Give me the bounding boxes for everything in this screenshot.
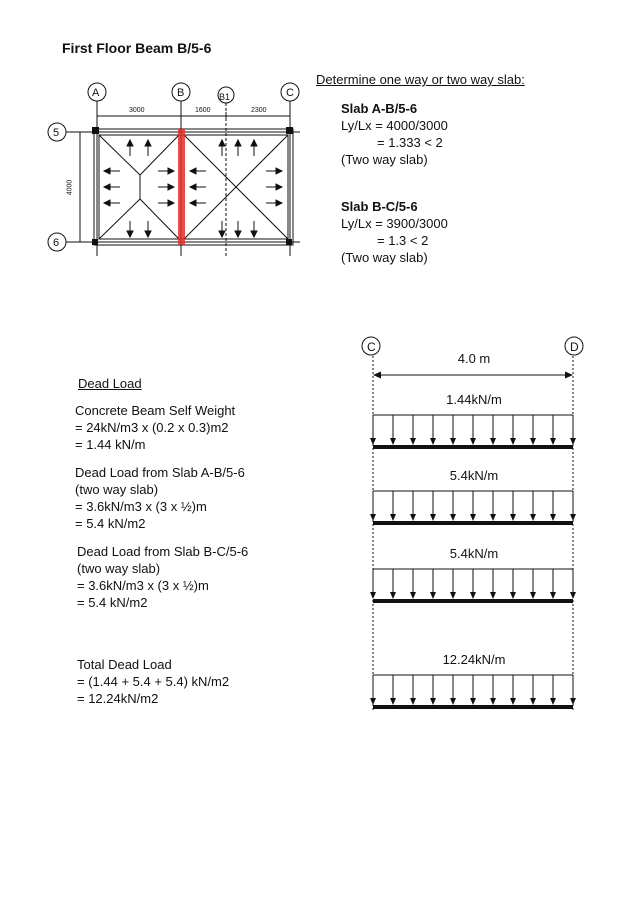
load-arrow <box>470 415 476 445</box>
load-arrow <box>370 491 376 521</box>
load-arrow <box>470 675 476 705</box>
dim-b1c: 2300 <box>251 107 267 114</box>
load-arrow <box>510 415 516 445</box>
load-arrow <box>470 569 476 599</box>
load-arrow <box>530 415 536 445</box>
slab-bc-name: Slab B-C/5-6 <box>341 199 418 214</box>
load-arrow <box>410 415 416 445</box>
load-arrow <box>550 675 556 705</box>
dead-load-heading: Dead Load <box>78 376 142 391</box>
slab-bc-load-result: = 5.4 kN/m2 <box>77 595 148 610</box>
dim-ab: 3000 <box>129 107 145 114</box>
load-arrow <box>410 675 416 705</box>
load-arrow <box>370 415 376 445</box>
load-arrow <box>450 491 456 521</box>
load-arrow <box>570 569 576 599</box>
beam-self-weight-calc: = 24kN/m3 x (0.2 x 0.3)m2 <box>75 420 229 435</box>
load-arrow <box>530 569 536 599</box>
slab-bc-load-title: Dead Load from Slab B-C/5-6 <box>77 544 249 559</box>
load-arrow <box>430 415 436 445</box>
slab-ab-type: (Two way slab) <box>341 152 428 167</box>
slab-bc-load-calc: = 3.6kN/m3 x (3 x ½)m <box>77 578 209 593</box>
load-label-4: 12.24kN/m <box>442 652 506 667</box>
load-label-1: 1.44kN/m <box>446 392 502 407</box>
load-arrow <box>550 415 556 445</box>
load-arrow <box>370 675 376 705</box>
total-load-calc: = (1.44 + 5.4 + 5.4) kN/m2 <box>77 674 230 689</box>
load-arrow <box>550 491 556 521</box>
load-arrow <box>430 491 436 521</box>
load-arrow <box>510 491 516 521</box>
grid-label-a: A <box>92 87 100 99</box>
slab-ab-load-type: (two way slab) <box>75 482 159 497</box>
load-arrow <box>450 675 456 705</box>
grid-label-5: 5 <box>53 127 60 139</box>
udl-diagram-2 <box>370 491 576 523</box>
load-arrow <box>510 569 516 599</box>
load-arrow <box>570 491 576 521</box>
load-arrow <box>490 415 496 445</box>
load-arrow <box>550 569 556 599</box>
grid-label-c: C <box>286 87 294 99</box>
slab-ab-name: Slab A-B/5-6 <box>341 101 418 116</box>
load-arrow <box>570 415 576 445</box>
column-a6 <box>92 239 98 245</box>
grid-label-6: 6 <box>53 237 60 249</box>
load-arrow <box>390 569 396 599</box>
column-c5 <box>286 127 293 134</box>
load-arrow <box>490 569 496 599</box>
load-arrow <box>570 675 576 705</box>
highlighted-beam <box>178 129 185 245</box>
load-arrow <box>490 675 496 705</box>
page-title: First Floor Beam B/5-6 <box>62 40 212 56</box>
load-arrow <box>490 491 496 521</box>
udl-diagram-4 <box>370 675 576 707</box>
column-a5 <box>92 127 99 134</box>
column-c6 <box>286 239 292 245</box>
span-label: 4.0 m <box>457 351 491 366</box>
slab-ab-load-title: Dead Load from Slab A-B/5-6 <box>75 465 245 480</box>
slab-ab-load-result: = 5.4 kN/m2 <box>75 516 146 531</box>
grid-label-b: B <box>177 87 185 99</box>
udl-diagram-3 <box>370 569 576 601</box>
total-load-title: Total Dead Load <box>77 657 172 672</box>
load-arrow <box>450 569 456 599</box>
slab-ab-load-calc: = 3.6kN/m3 x (3 x ½)m <box>75 499 207 514</box>
grid-label-b1: B1 <box>219 92 231 102</box>
slab-bc-ratio: Ly/Lx = 3900/3000 <box>341 216 448 231</box>
load-arrow <box>410 569 416 599</box>
load-arrow <box>450 415 456 445</box>
load-label-2: 5.4kN/m <box>449 468 499 483</box>
load-arrow <box>510 675 516 705</box>
slab-ab-ratio: Ly/Lx = 4000/3000 <box>341 118 448 133</box>
load-arrow <box>390 415 396 445</box>
load-arrow <box>470 491 476 521</box>
slab-bc-result: = 1.3 < 2 <box>377 233 429 248</box>
load-arrow <box>390 675 396 705</box>
load-label-3: 5.4kN/m <box>449 546 499 561</box>
slab-bc-load-type: (two way slab) <box>77 561 161 576</box>
slab-bc-type: (Two way slab) <box>341 250 428 265</box>
load-arrow <box>370 569 376 599</box>
slab-ab-result: = 1.333 < 2 <box>377 135 443 150</box>
load-arrow <box>430 569 436 599</box>
dim-bb1: 1600 <box>195 107 211 114</box>
beam-self-weight-result: = 1.44 kN/m <box>75 437 146 452</box>
load-arrow <box>530 491 536 521</box>
dim-side: 4000 <box>66 179 74 196</box>
load-arrow <box>390 491 396 521</box>
total-load-result: = 12.24kN/m2 <box>77 691 159 706</box>
load-arrow <box>530 675 536 705</box>
udl-diagram-1 <box>370 415 576 447</box>
slab-check-heading: Determine one way or two way slab: <box>316 72 525 87</box>
load-arrow <box>430 675 436 705</box>
load-arrow <box>410 491 416 521</box>
beam-self-weight-title: Concrete Beam Self Weight <box>75 403 236 418</box>
